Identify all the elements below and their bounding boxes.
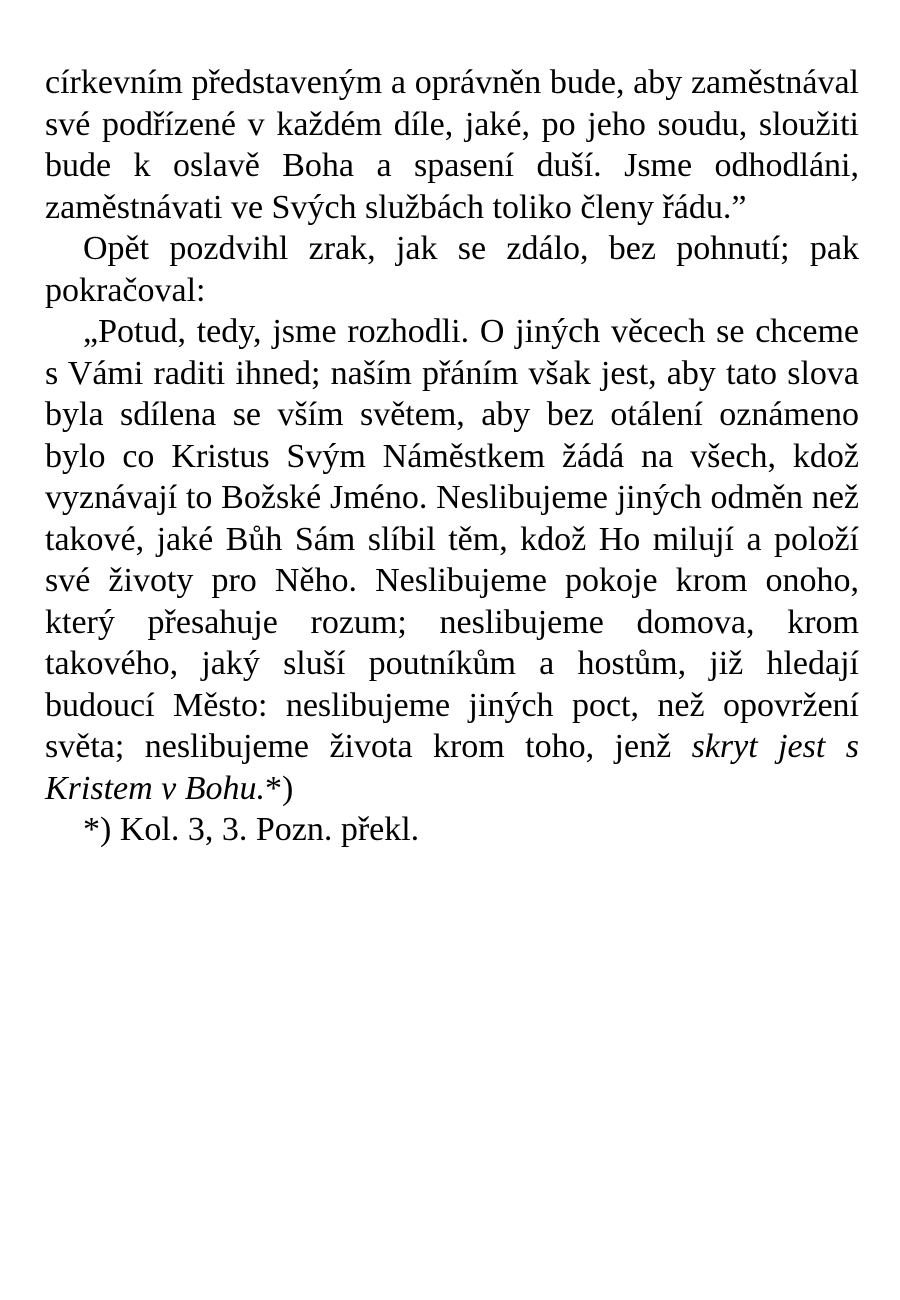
speech-text: „Potud, tedy, jsme rozhodli. O jiných věcech se chceme s Vámi raditi ihned; naším přáním však jest, aby tato slova byla sdílena se vším světem, aby bez otálení oznámeno bylo co Kristus Svým Náměstkem žádá na všech, kdož vyznávají to Božské Jméno. Neslibujeme jiných odměn než takové, jaké Bůh Sám slíbil těm, kdož Ho milují a položí své životy pro Něho. Neslibujeme pokoje krom onoho, který přesahuje rozum; neslibujeme domova, krom takového, jaký sluší poutníkům a hostům, již hledají budoucí Město: neslibujeme jiných poct, než opovržení světa; neslibujeme života krom toho, jenž (45, 313, 859, 765)
paragraph-continuation: církevním představeným a oprávněn bude, aby zaměstnával své podřízené v každém díle, jaké, po jeho soudu, sloužiti bude k oslavě Boha a spasení duší. Jsme odhodláni, zaměstnávati ve Svých službách toliko členy řádu.” (45, 64, 859, 226)
paragraph-speech (45, 311, 859, 809)
footnote-marker: *) (265, 769, 294, 807)
italic-quote: skryt jest s Kristem v Bohu. (45, 728, 859, 807)
footnote: *) Kol. 3, 3. Pozn. překl. (83, 811, 420, 848)
paragraph-narration: Opět pozdvihl zrak, jak se zdálo, bez pohnutí; pak pokračoval: (45, 230, 859, 309)
page-text (45, 62, 859, 851)
